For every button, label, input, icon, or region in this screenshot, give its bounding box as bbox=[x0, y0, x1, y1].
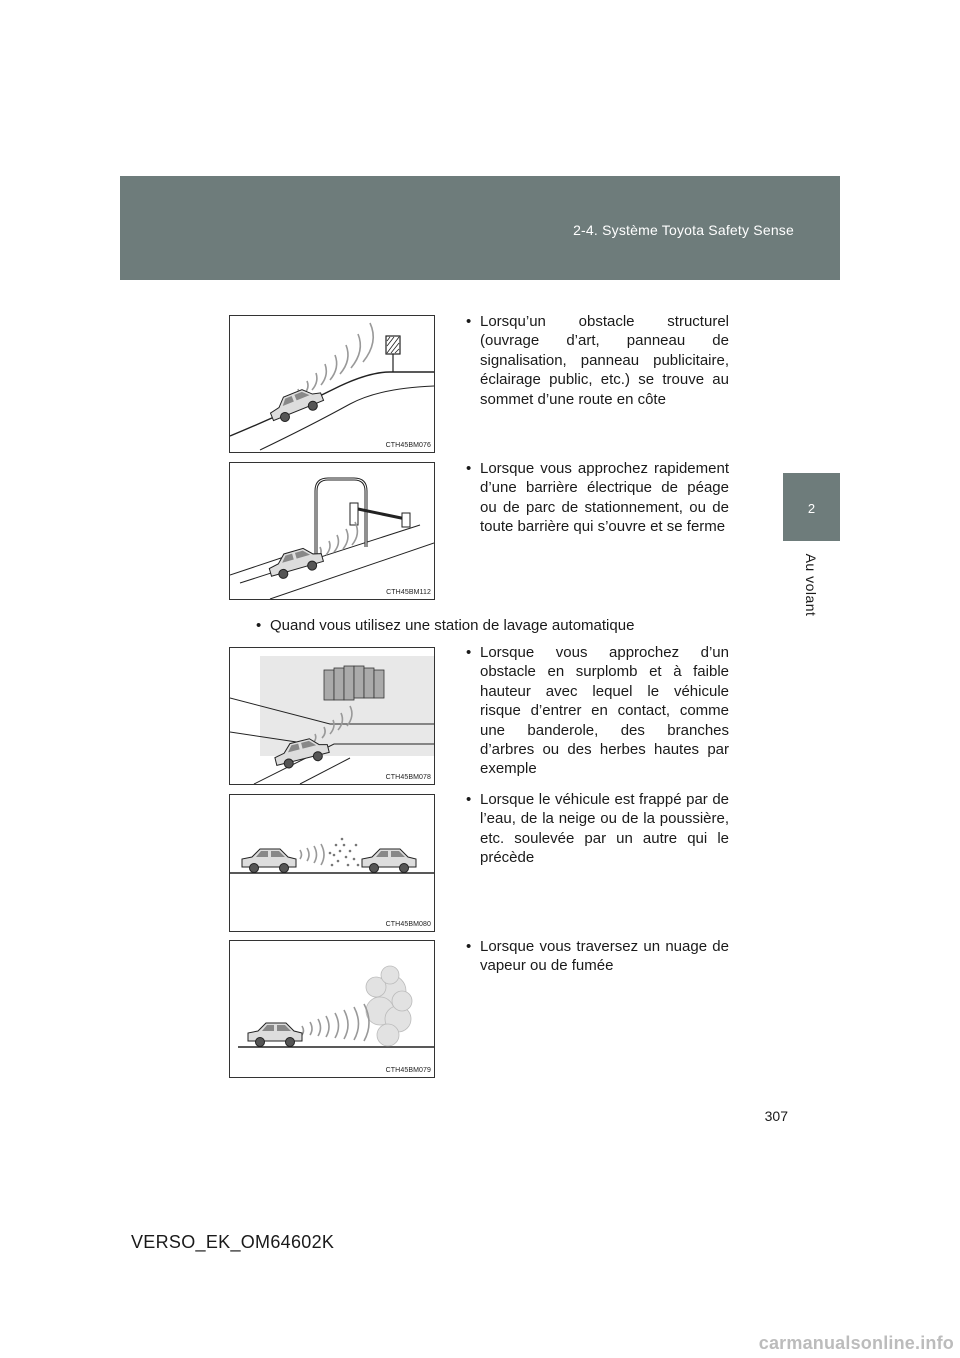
figure-hill-obstacle bbox=[229, 315, 435, 453]
figure-code: CTH45BM076 bbox=[385, 442, 431, 449]
header-band bbox=[120, 176, 840, 280]
gate-illustration bbox=[230, 463, 434, 599]
hill-illustration bbox=[230, 316, 434, 452]
bullet-car-wash: • Quand vous utilisez une station de lavage automatique bbox=[256, 616, 736, 635]
figure-code: CTH45BM078 bbox=[385, 774, 431, 781]
bullet-smoke: • Lorsque vous traversez un nuage de vapeur ou de fumée bbox=[466, 937, 729, 976]
chapter-number: 2 bbox=[807, 501, 816, 516]
watermark: carmanualsonline.info bbox=[758, 1333, 954, 1353]
chapter-label: Au volant bbox=[803, 553, 819, 617]
figure-smoke bbox=[229, 940, 435, 1078]
smoke-illustration bbox=[230, 941, 434, 1077]
figure-code: CTH45BM079 bbox=[385, 1067, 431, 1074]
figure-spray bbox=[229, 794, 435, 932]
bullet-overhang: • Lorsque vous approchez d’un obstacle en surplomb et à faible hauteur avec lequel le véhicule risque d’entrer en contact, comme une banderole, des branches d’arbres ou des herbes hautes par exemple bbox=[466, 643, 729, 779]
chapter-tab bbox=[783, 473, 840, 541]
figure-gate bbox=[229, 462, 435, 600]
section-title: 2-4. Système Toyota Safety Sense bbox=[573, 222, 794, 238]
bullet-hill-obstacle: • Lorsqu’un obstacle structurel (ouvrage d’art, panneau de signalisation, panneau publicitaire, éclairage public, etc.) se trouve au sommet d’une route en côte bbox=[466, 312, 729, 409]
bullet-spray: • Lorsque le véhicule est frappé par de l’eau, de la neige ou de la poussière, etc. soulevée par un autre qui le précède bbox=[466, 790, 729, 868]
spray-illustration bbox=[230, 795, 434, 931]
figure-code: CTH45BM112 bbox=[386, 589, 431, 596]
page-number: 307 bbox=[764, 1108, 788, 1124]
figure-code: CTH45BM080 bbox=[385, 921, 431, 928]
document-code: VERSO_EK_OM64602K bbox=[131, 1232, 335, 1252]
overhang-illustration bbox=[230, 648, 434, 784]
bullet-gate: • Lorsque vous approchez rapidement d’une barrière électrique de péage ou de parc de stationnement, ou de toute barrière qui s’ouvre et se ferme bbox=[466, 459, 729, 537]
figure-overhang bbox=[229, 647, 435, 785]
